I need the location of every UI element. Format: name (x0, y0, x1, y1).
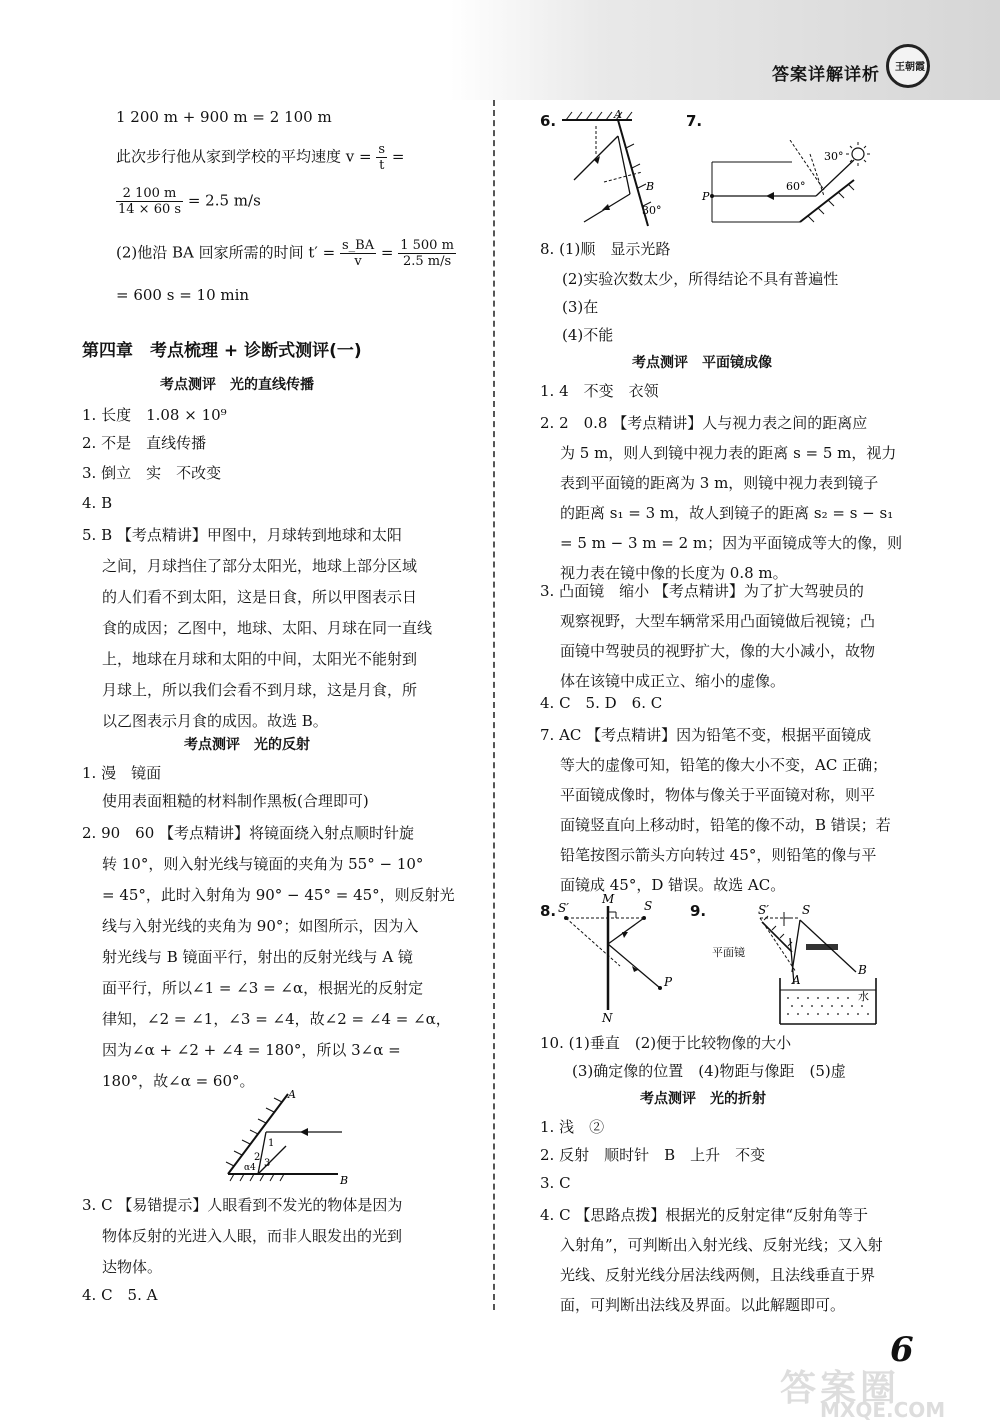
frac-num: 2 100 m (116, 186, 183, 202)
label-P: P (702, 190, 710, 203)
column-divider (493, 100, 495, 1310)
text-line: 180°，故∠α = 60°。 (102, 1072, 255, 1090)
label-30deg: 30° (824, 150, 844, 163)
label-B: B (646, 180, 655, 193)
text-line: 4. C 【思路点拨】根据光的反射定律“反射角等于 (540, 1206, 868, 1224)
answer-e2: 2. 反射 顺时针 B 上升 不变 (540, 1146, 766, 1164)
label-A: A (792, 973, 801, 987)
calc-line-3 (116, 186, 261, 217)
answer-d7-block (540, 720, 891, 900)
answer-d10-2: (3)确定像的位置 (4)物距与像距 (5)虚 (572, 1062, 846, 1080)
text-line: 表到平面镜的距离为 3 m，则镜中视力表到镜子 (560, 474, 879, 492)
calc-line-1: 1 200 m + 900 m = 2 100 m (116, 108, 332, 126)
label-B: B (858, 963, 867, 977)
text-line: = 5 m − 3 m = 2 m；因为平面镜成等大的像，则 (560, 534, 903, 552)
answer-1: 1. 长度 1.08 × 10⁹ (82, 406, 227, 424)
answer-e3: 3. C (540, 1174, 571, 1192)
text-line: 3. C 【易错提示】人眼看到不发光的物体是因为 (82, 1196, 403, 1214)
equals-sign: = (391, 147, 405, 166)
q6-reflection-diagram (556, 106, 686, 228)
text-line: 因为∠α + ∠2 + ∠4 = 180°，所以 3∠α = (102, 1041, 401, 1059)
text-line: 为 5 m，则人到镜中视力表的距离 s = 5 m，视力 (560, 444, 897, 462)
label-60deg: 60° (786, 180, 806, 193)
text-line: 视力表在镜中像的长度为 0.8 m。 (560, 564, 788, 582)
answer-b3-block (82, 1190, 402, 1283)
label-water: 水 (858, 990, 869, 1003)
text-line: 2. 2 0.8 【考点精讲】人与视力表之间的距离应 (540, 414, 868, 432)
page-number: 6 (890, 1330, 914, 1370)
answer-b1: 1. 漫 镜面 (82, 764, 162, 782)
equals-sign: = (380, 243, 394, 262)
section-heading-4: 考点测评 光的折射 (640, 1091, 766, 1107)
frac-num: s (378, 142, 386, 157)
section-heading-1: 考点测评 光的直线传播 (160, 377, 314, 393)
text-line: 的距离 s₁ = 3 m，故人到镜子的距离 s₂ = s − s₁ (560, 504, 894, 522)
text-line: 月球上，所以我们会看不到月球，这是月食，所 (102, 681, 418, 699)
text-line: 食的成因；乙图中，地球、太阳、月球在同一直线 (102, 619, 433, 637)
answer-b1-note: 使用表面粗糙的材料制作黑板(合理即可) (102, 792, 369, 810)
question-9-number: 9. (690, 902, 707, 920)
calc-result: = 2.5 m/s (187, 191, 261, 210)
text-line: 铅笔按图示箭头方向转过 45°，则铅笔的像与平 (560, 846, 877, 864)
question-6-number: 6. (540, 112, 557, 130)
text-line: 5. B 【考点精讲】甲图中，月球转到地球和太阳 (82, 526, 402, 544)
text-line: 面平行，所以∠1 = ∠3 = ∠α，根据光的反射定 (102, 979, 424, 997)
text-line: 以乙图表示月食的成因。故选 B。 (102, 712, 328, 730)
header-band (0, 0, 1000, 100)
text-line: 体在该镜中成正立、缩小的虚像。 (560, 672, 786, 690)
answer-c8-2: (2)实验次数太少，所得结论不具有普遍性 (562, 270, 839, 288)
text-line: 3. 凸面镜 缩小 【考点精讲】为了扩大驾驶员的 (540, 582, 864, 600)
text-line: 上，地球在月球和太阳的中间，太阳光不能射到 (102, 650, 418, 668)
answer-e4-block (540, 1200, 883, 1320)
answer-d4: 4. C 5. D 6. C (540, 694, 663, 712)
label-A: A (288, 1088, 296, 1101)
calc-line-4 (116, 238, 456, 269)
calc-line-4-text: (2)他沿 BA 回家所需的时间 t′ = (116, 243, 336, 262)
text-line: 7. AC 【考点精讲】因为铅笔不变，根据平面镜成 (540, 726, 872, 744)
fraction-distance-time (116, 186, 183, 217)
header-title: 答案详解详析 (772, 65, 880, 85)
text-line: 转 10°，则入射光线与镜面的夹角为 55° − 10° (102, 855, 424, 873)
frac-num: 1 500 m (400, 238, 454, 253)
answer-b2-block (82, 818, 455, 1097)
label-plane-mirror: 平面镜 (712, 946, 745, 959)
section-heading-2: 考点测评 光的反射 (184, 737, 310, 753)
section-heading-3: 考点测评 平面镜成像 (632, 355, 772, 371)
answer-d2-block (540, 408, 902, 588)
question-8-number: 8. (540, 902, 557, 920)
question-7-number: 7. (686, 112, 703, 130)
text-line: 物体反射的光进入人眼，而非人眼发出的光到 (102, 1227, 403, 1245)
text-line: 等大的虚像可知，铅笔的像大小不变，AC 正确； (560, 756, 888, 774)
frac-den: 2.5 m/s (402, 254, 452, 269)
text-line: 面镜成 45°，D 错误。故选 AC。 (560, 876, 786, 894)
answer-c8: 8. (1)顺 显示光路 (540, 240, 671, 258)
fraction-sba-v (340, 238, 376, 269)
answer-b4: 4. C 5. A (82, 1286, 158, 1304)
frac-den: 14 × 60 s (118, 202, 182, 217)
label-N: N (602, 1011, 613, 1022)
answer-d10: 10. (1)垂直 (2)便于比较物像的大小 (540, 1034, 792, 1052)
label-B: B (340, 1174, 349, 1187)
q9-mirror-water-diagram (700, 902, 890, 1032)
answer-d1: 1. 4 不变 衣领 (540, 382, 659, 400)
text-line: 之间，月球挡住了部分太阳光，地球上部分区域 (102, 557, 418, 575)
text-line: 2. 90 60 【考点精讲】将镜面绕入射点顺时针旋 (82, 824, 415, 842)
frac-num: s_BA (341, 238, 375, 253)
text-line: 线与入射光线的夹角为 90°；如图所示，因为入 (102, 917, 419, 935)
frac-den: t (379, 158, 385, 173)
watermark: 答案圈 (780, 1368, 901, 1409)
fraction-1500-2.5 (398, 238, 456, 269)
label-S-prime: S′ (758, 903, 769, 917)
answer-c8-4: (4)不能 (562, 326, 614, 344)
text-line: 达物体。 (102, 1258, 163, 1276)
text-line: 平面镜成像时，物体与像关于平面镜对称，则平 (560, 786, 876, 804)
answer-e1: 1. 浅 ② (540, 1118, 605, 1136)
label-A: A (614, 108, 622, 121)
two-mirror-diagram (220, 1088, 360, 1188)
watermark-url: MXQE.COM (820, 1398, 946, 1422)
answer-5-block (82, 520, 432, 737)
answer-4: 4. B (82, 494, 113, 512)
answer-d3-block (540, 576, 875, 696)
text-line: 面镜竖直向上移动时，铅笔的像不动，B 错误；若 (560, 816, 891, 834)
text-line: 面镜中驾驶员的视野扩大，像的大小减小，故物 (560, 642, 876, 660)
fraction-s-t (376, 142, 387, 173)
calc-line-2 (116, 142, 404, 173)
label-M: M (602, 892, 615, 906)
calc-line-5: = 600 s = 10 min (116, 286, 250, 304)
chapter-heading: 第四章 考点梳理 + 诊断式测评(一) (82, 341, 362, 361)
label-S-prime: S′ (558, 901, 569, 915)
label-alpha: α (244, 1163, 251, 1173)
text-line: 面，可判断出法线及界面。以此解题即可。 (560, 1296, 846, 1314)
label-30deg: 30° (642, 204, 662, 217)
text-line: = 45°，此时入射角为 90° − 45° = 45°，则反射光 (102, 886, 455, 904)
answer-c8-3: (3)在 (562, 298, 599, 316)
frac-den: v (354, 254, 362, 269)
calc-line-2-text: 此次步行他从家到学校的平均速度 v = (116, 147, 372, 166)
text-line: 光线、反射光线分居法线两侧，且法线垂直于界 (560, 1266, 876, 1284)
answer-2: 2. 不是 直线传播 (82, 434, 207, 452)
label-2: 2 (254, 1152, 261, 1163)
text-line: 射光线与 B 镜面平行，射出的反射光线与 A 镜 (102, 948, 413, 966)
label-S: S (644, 899, 653, 913)
label-S: S (802, 903, 811, 917)
answer-3: 3. 倒立 实 不改变 (82, 464, 222, 482)
text-line: 观察视野，大型车辆常采用凸面镜做后视镜；凸 (560, 612, 876, 630)
text-line: 入射角”，可判断出入射光线、反射光线；又入射 (560, 1236, 883, 1254)
text-line: 的人们看不到太阳，这是日食，所以甲图表示日 (102, 588, 418, 606)
publisher-logo (886, 44, 930, 88)
label-4: 4 (250, 1163, 256, 1173)
label-P: P (664, 975, 673, 989)
label-1: 1 (268, 1138, 275, 1149)
logo-text: 王朝霞 (895, 62, 925, 73)
label-3: 3 (264, 1158, 271, 1169)
text-line: 律知，∠2 = ∠1，∠3 = ∠4，故∠2 = ∠4 = ∠α， (102, 1010, 451, 1028)
q8-plane-mirror-diagram (556, 892, 686, 1022)
q7-reflection-diagram (700, 140, 880, 236)
